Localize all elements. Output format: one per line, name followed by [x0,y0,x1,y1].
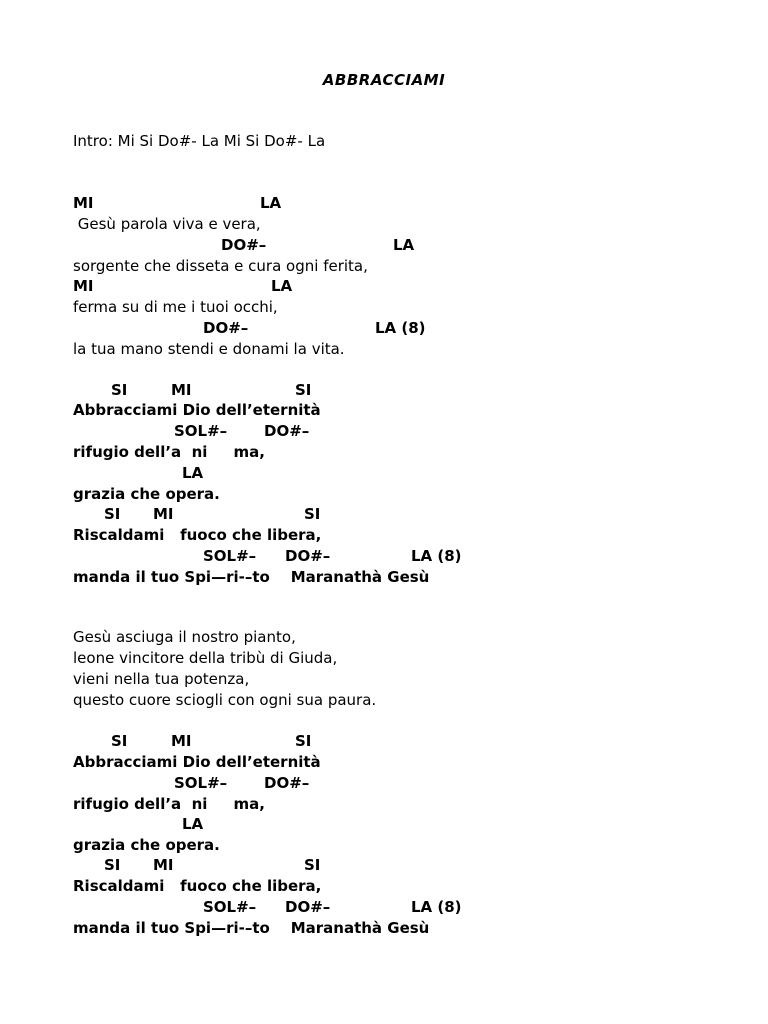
lyric-line: manda il tuo Spi—ri-–to Maranathà Gesù [73,919,430,937]
lyric-line: grazia che opera. [73,836,220,854]
lyric-line: Gesù asciuga il nostro pianto, [73,628,296,646]
chord: LA (8) [411,898,462,916]
chord: LA [271,277,293,295]
song-title: ABBRACCIAMI [322,71,446,89]
chord: SI [304,505,321,523]
lyric-line: Abbracciami Dio dell’eternità [73,401,321,419]
lyric-line: grazia che opera. [73,485,220,503]
chord: DO#– [285,547,331,565]
chord: LA (8) [375,319,426,337]
chord: SI [295,732,312,750]
chord: SI [104,856,121,874]
lyric-line: la tua mano stendi e donami la vita. [73,340,345,358]
lyric-line: ferma su di me i tuoi occhi, [73,298,278,316]
chord: LA [182,815,204,833]
chord: DO#– [285,898,331,916]
chord: DO#– [264,774,310,792]
chord: SOL#– [203,547,257,565]
lyric-line: rifugio dell’a ni ma, [73,443,265,461]
chord: MI [73,194,94,212]
chord: DO#– [203,319,249,337]
chord: DO#– [221,236,267,254]
chord: SI [111,381,128,399]
lyric-line: rifugio dell’a ni ma, [73,795,265,813]
lyric-line: Riscaldami fuoco che libera, [73,526,322,544]
lyric-line: questo cuore sciogli con ogni sua paura. [73,691,377,709]
chord: SI [111,732,128,750]
chord: SI [295,381,312,399]
chord: MI [153,505,174,523]
chord: DO#– [264,422,310,440]
lyric-line: Abbracciami Dio dell’eternità [73,753,321,771]
chord: MI [171,732,192,750]
lyric-line: leone vincitore della tribù di Giuda, [73,649,338,667]
lyric-line: Riscaldami fuoco che libera, [73,877,322,895]
chord: SI [104,505,121,523]
intro-line: Intro: Mi Si Do#- La Mi Si Do#- La [73,132,326,150]
chord: LA [260,194,282,212]
lyric-line: manda il tuo Spi—ri-–to Maranathà Gesù [73,568,430,586]
lyric-line: sorgente che disseta e cura ogni ferita, [73,257,368,275]
chord: SOL#– [174,774,228,792]
chord: SOL#– [203,898,257,916]
lyric-line: Gesù parola viva e vera, [73,215,261,233]
chord: LA [393,236,415,254]
lyric-line: vieni nella tua potenza, [73,670,250,688]
chord: SI [304,856,321,874]
chord: MI [171,381,192,399]
chord: SOL#– [174,422,228,440]
chord: MI [73,277,94,295]
chord: LA [182,464,204,482]
chord: LA (8) [411,547,462,565]
chord: MI [153,856,174,874]
